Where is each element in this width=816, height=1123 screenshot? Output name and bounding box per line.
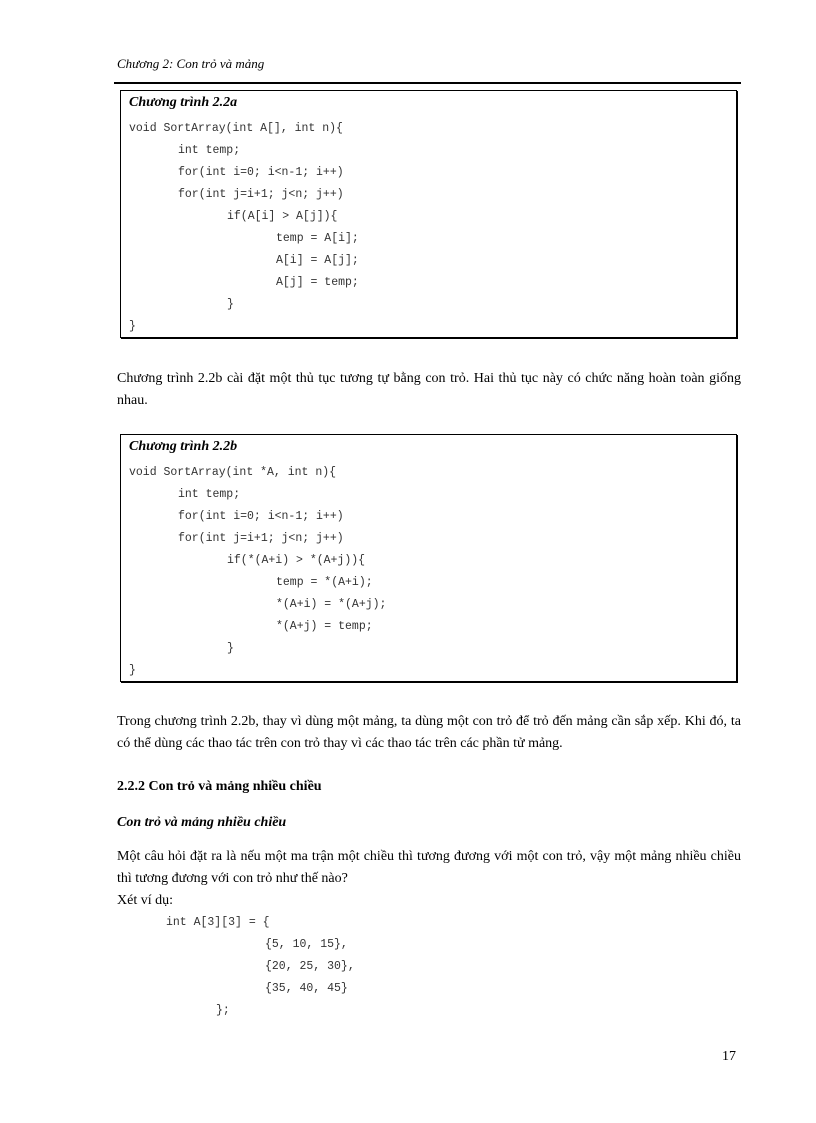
example-code-line: {35, 40, 45}	[265, 982, 348, 995]
paragraph: Chương trình 2.2b cài đặt một thủ tục tương tự bằng con trỏ. Hai thủ tục này có chức năng hoàn toàn giống nhau.	[117, 371, 741, 408]
code-line: temp = *(A+i);	[276, 576, 373, 589]
example-code-line: {20, 25, 30},	[265, 960, 355, 973]
code-line: for(int i=0; i<n-1; i++)	[178, 510, 344, 523]
example-code-line: };	[216, 1004, 230, 1017]
paragraph: Trong chương trình 2.2b, thay vì dùng một mảng, ta dùng một con trỏ để trỏ đến mảng cần sắp xếp. Khi đó, ta có thể dùng các thao tác trên con trỏ thay vì các thao tác trên các phần tử mảng.	[117, 714, 741, 751]
code-line: if(*(A+i) > *(A+j)){	[227, 554, 366, 567]
code-line: A[j] = temp;	[276, 276, 359, 289]
code-line: *(A+j) = temp;	[276, 620, 373, 633]
code-line: }	[129, 664, 136, 677]
code-line: void SortArray(int A[], int n){	[129, 122, 343, 135]
code-line: }	[129, 320, 136, 333]
code-line: }	[227, 642, 234, 655]
running-header: Chương 2: Con trỏ và mảng	[117, 56, 265, 71]
code-box-program-2-2a	[120, 90, 737, 338]
code-box-program-2-2b	[120, 434, 737, 682]
code-box-title: Chương trình 2.2a	[129, 95, 238, 110]
example-code-line: {5, 10, 15},	[265, 938, 348, 951]
code-line: for(int j=i+1; j<n; j++)	[178, 188, 344, 201]
code-line: }	[227, 298, 234, 311]
page-number: 17	[722, 1049, 736, 1064]
paragraph: Một câu hỏi đặt ra là nếu một ma trận một chiều thì tương đương với một con trỏ, vậy một mảng nhiều chiều thì tương đương với con trỏ như thế nào?	[117, 849, 741, 886]
section-title: 2.2.2 Con trỏ và mảng nhiều chiều	[117, 779, 322, 794]
code-line: *(A+i) = *(A+j);	[276, 598, 387, 611]
code-line: int temp;	[178, 488, 241, 501]
code-line: for(int i=0; i<n-1; i++)	[178, 166, 344, 179]
example-code-line: int A[3][3] = {	[166, 916, 270, 929]
subsection-title: Con trỏ và mảng nhiều chiều	[117, 815, 287, 830]
example-label: Xét ví dụ:	[117, 893, 173, 908]
code-line: A[i] = A[j];	[276, 254, 359, 267]
code-line: for(int j=i+1; j<n; j++)	[178, 532, 344, 545]
code-line: void SortArray(int *A, int n){	[129, 466, 337, 479]
header-rule	[114, 82, 741, 84]
code-line: if(A[i] > A[j]){	[227, 210, 338, 223]
code-line: temp = A[i];	[276, 232, 359, 245]
code-line: int temp;	[178, 144, 241, 157]
code-box-title: Chương trình 2.2b	[129, 439, 238, 454]
